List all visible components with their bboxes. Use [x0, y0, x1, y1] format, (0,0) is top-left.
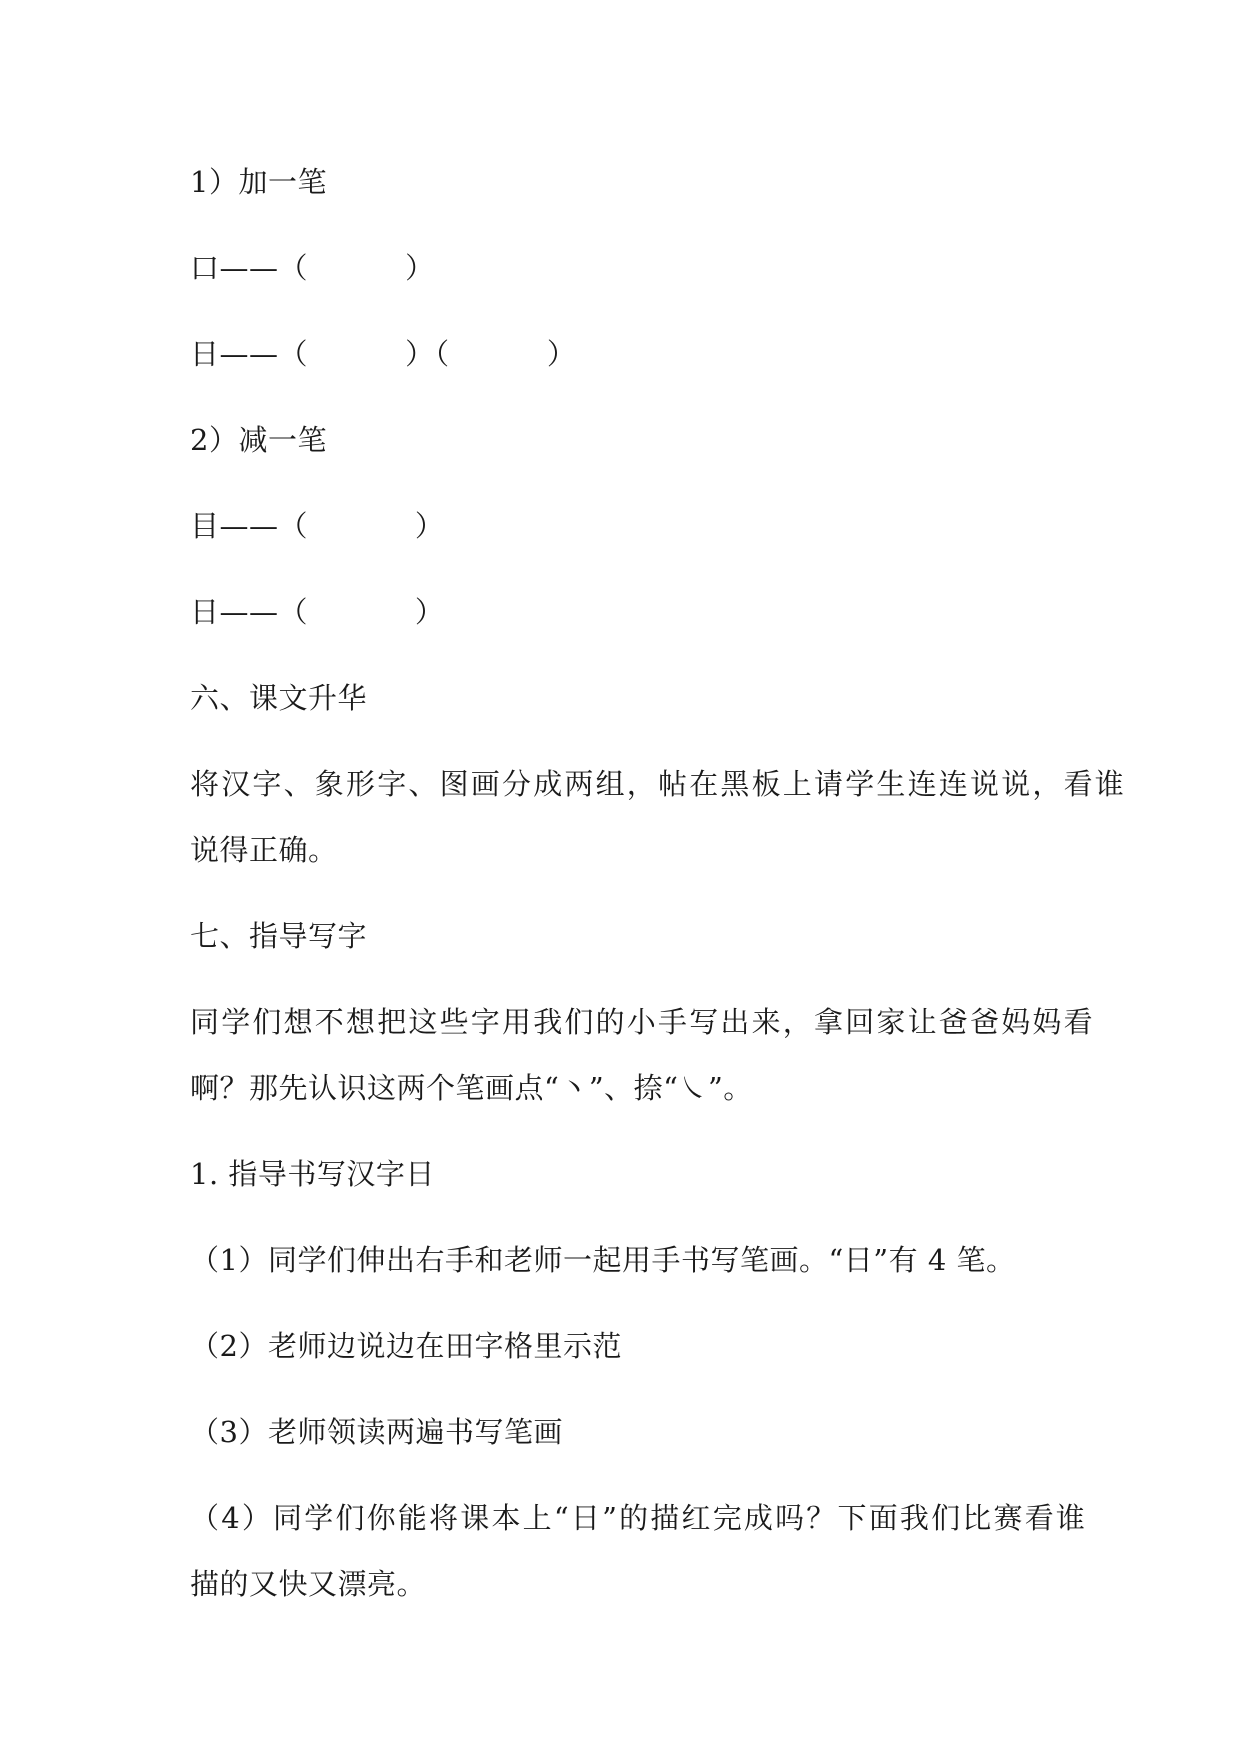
section-seven-heading: 七、指导写字	[190, 919, 368, 953]
item-remove-stroke-heading: 2）减一笔	[190, 423, 327, 457]
substep-4-line-2: 描的又快又漂亮。	[190, 1567, 427, 1601]
section-seven-paragraph-line-1: 同学们想不想把这些字用我们的小手写出来，拿回家让爸爸妈妈看	[190, 1005, 1095, 1039]
step-1-heading: 1. 指导书写汉字日	[190, 1157, 435, 1191]
exercise-mu-line: 目——（ ）	[190, 509, 445, 543]
item-add-stroke-heading: 1）加一笔	[190, 165, 327, 199]
section-six-paragraph-line-2: 说得正确。	[190, 833, 338, 867]
exercise-ri-remove-line: 日——（ ）	[190, 595, 445, 629]
section-six-paragraph-line-1: 将汉字、象形字、图画分成两组，帖在黑板上请学生连连说说，看谁	[190, 767, 1127, 801]
exercise-ri-add-line: 日——（ ）（ ）	[190, 337, 577, 371]
section-six-heading: 六、课文升华	[190, 681, 368, 715]
section-seven-paragraph-line-2: 啊？那先认识这两个笔画点“丶”、捺“㇏”。	[190, 1071, 753, 1105]
substep-3-line: （3）老师领读两遍书写笔画	[190, 1415, 563, 1449]
substep-2-line: （2）老师边说边在田字格里示范	[190, 1329, 622, 1363]
substep-1-line: （1）同学们伸出右手和老师一起用手书写笔画。“日”有 4 笔。	[190, 1243, 1016, 1277]
exercise-kou-line: 口——（ ）	[190, 251, 435, 285]
substep-4-line-1: （4）同学们你能将课本上“日”的描红完成吗？下面我们比赛看谁	[190, 1501, 1088, 1535]
